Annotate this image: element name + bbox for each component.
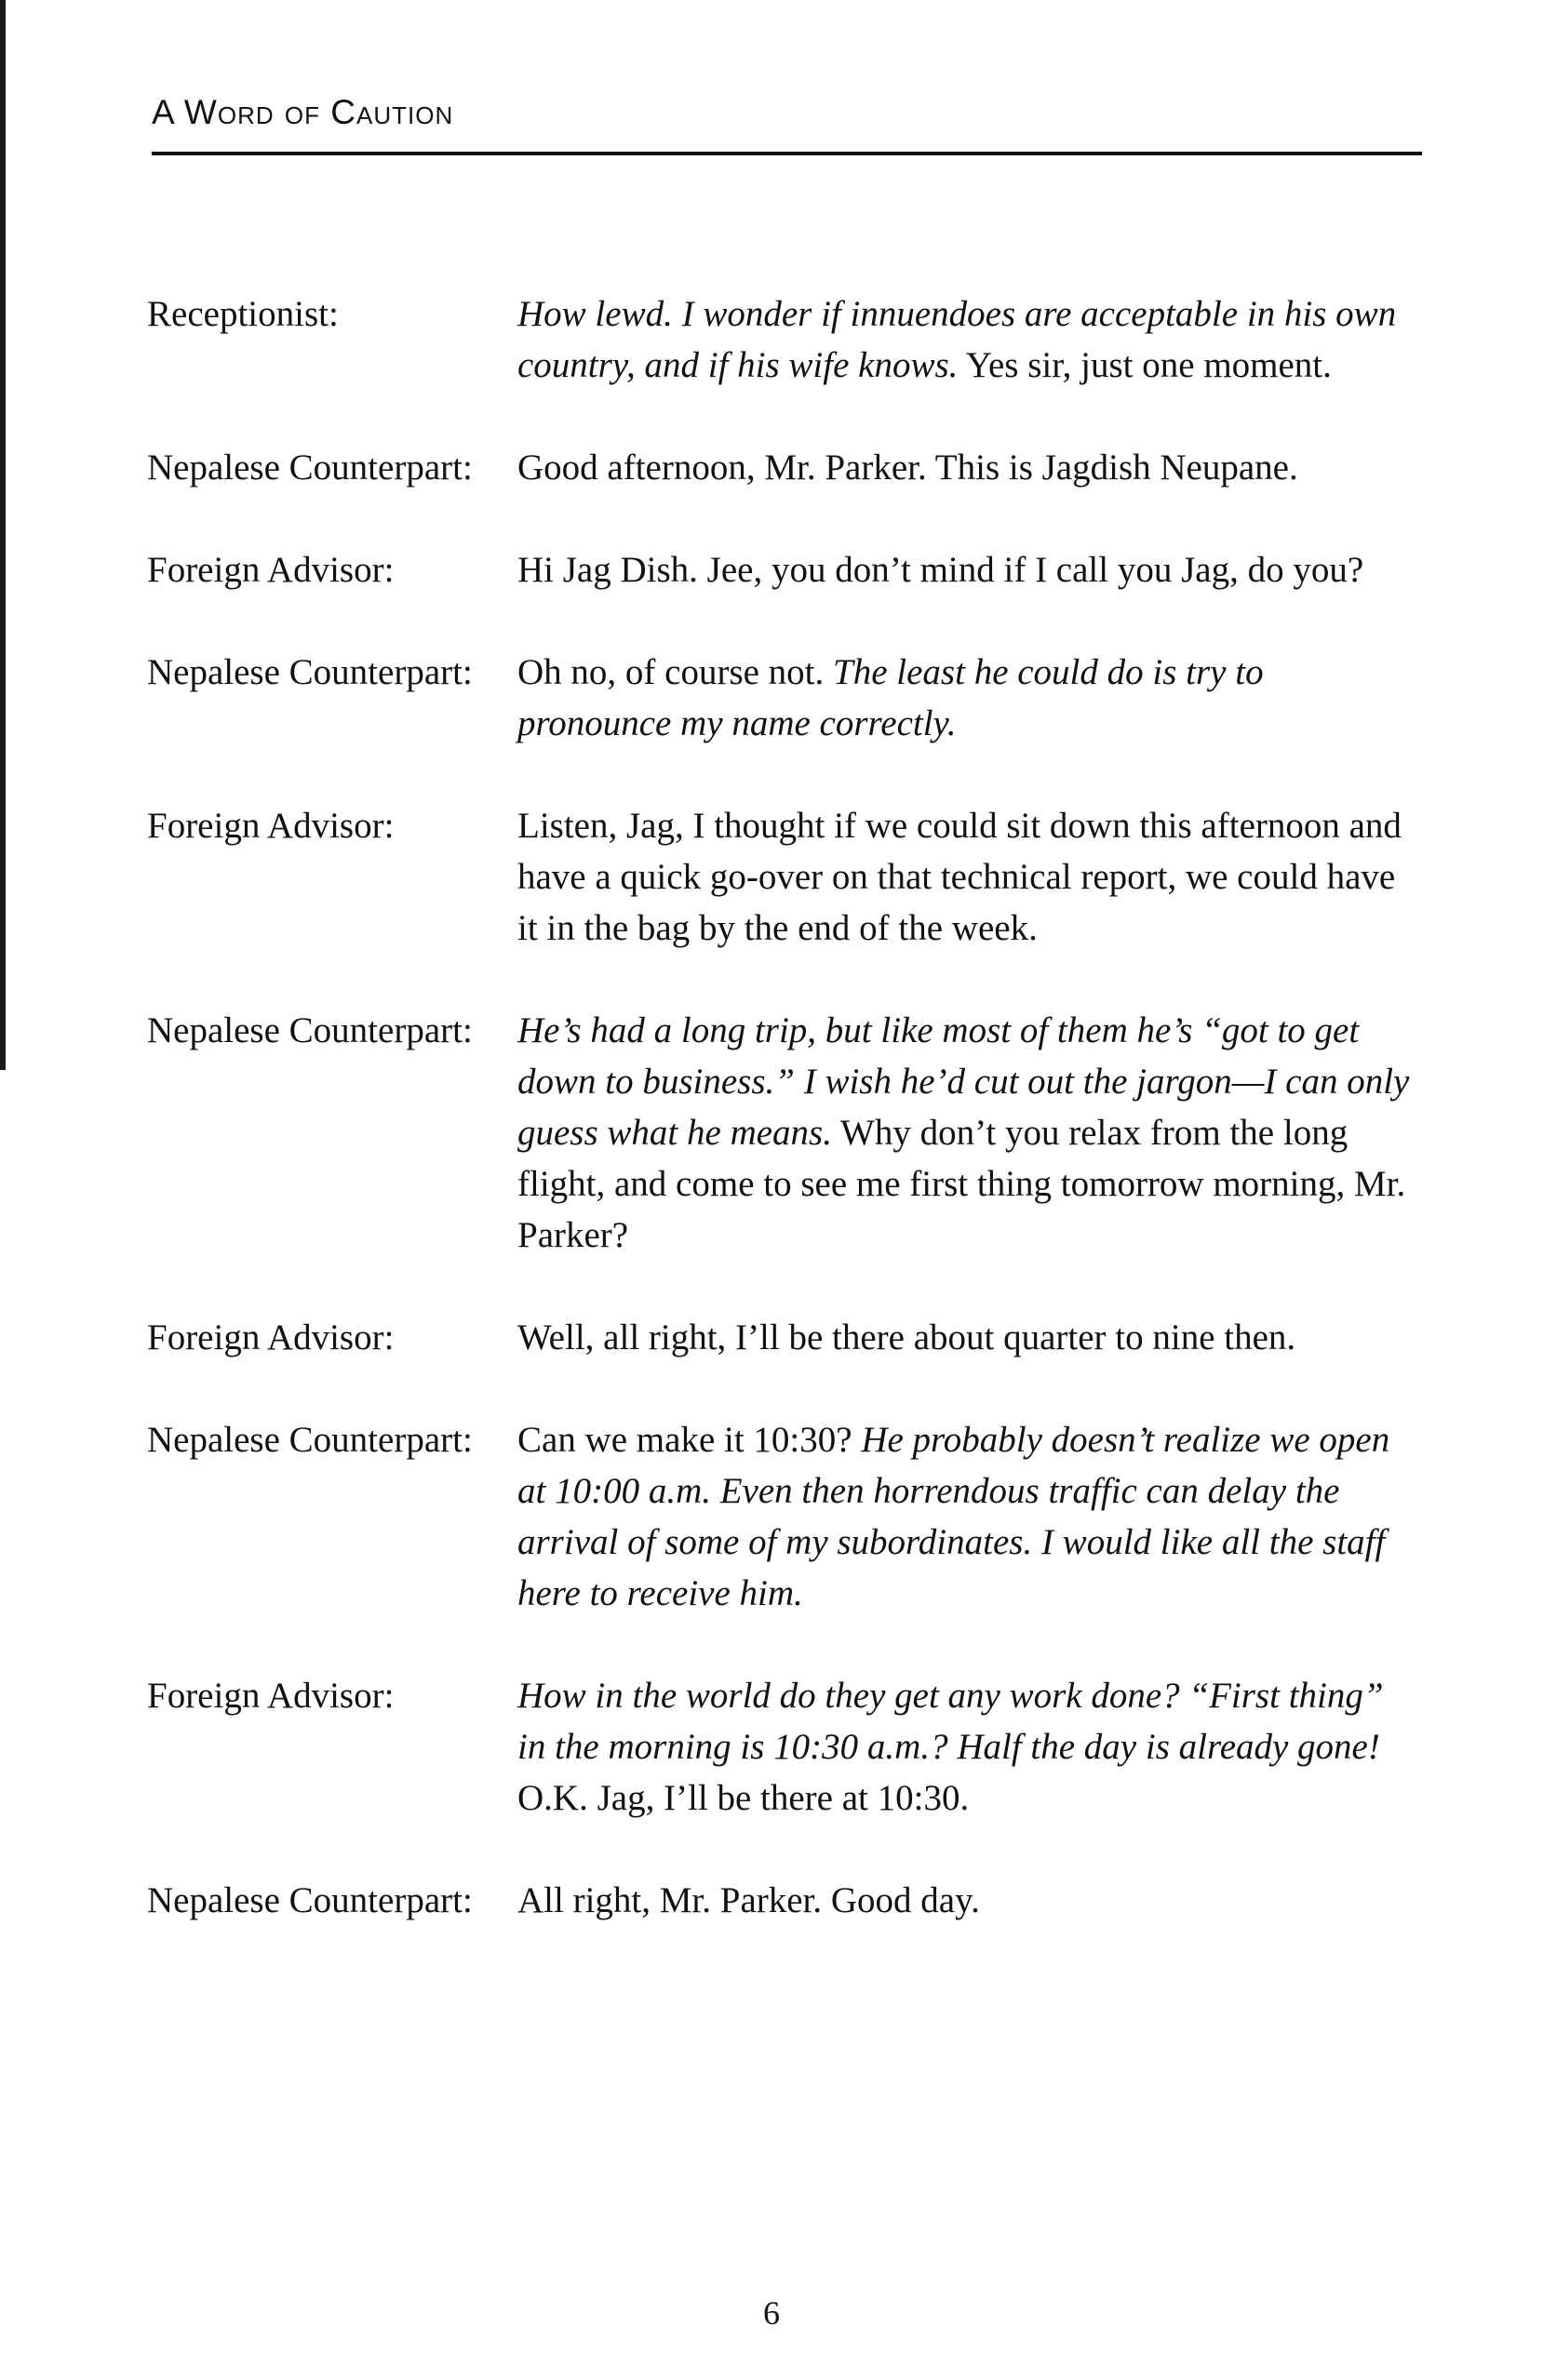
italic-thought-segment: He probably doesn’t realize we open at 10:00 a.m. Even then horrendous traffic can delay the arrival of some of my subordinates. I would like all the staff here to receive him. (517, 1420, 1390, 1613)
page-number: 6 (763, 2294, 780, 2332)
speech-text (517, 1312, 1411, 1363)
speech-text (517, 1005, 1411, 1261)
speech-text (517, 1670, 1411, 1824)
speaker-label: Foreign Advisor: (147, 550, 395, 590)
speech-text (517, 544, 1411, 595)
spoken-segment: Oh no, of course not. (517, 652, 834, 692)
speaker-label: Receptionist: (147, 294, 339, 334)
dialogue-turn (147, 288, 1431, 391)
dialogue-turn (147, 1670, 1431, 1824)
speaker-label: Foreign Advisor: (147, 1676, 395, 1716)
speech-text (517, 288, 1411, 391)
dialogue-turn (147, 1875, 1431, 1926)
dialogue-turn (147, 442, 1431, 493)
italic-thought-segment: He’s had a long trip, but like most of them he’s “got to get down to business.” I wish he’d cut out the jargon—I can only guess what he means. (517, 1010, 1410, 1153)
italic-thought-segment: The least he could do is try to pronounce my name correctly. (517, 652, 1264, 743)
spoken-segment: Well, all right, I’ll be there about quarter to nine then. (517, 1317, 1296, 1357)
speaker-label: Nepalese Counterpart: (147, 652, 473, 692)
speaker-label: Nepalese Counterpart: (147, 1880, 473, 1920)
speaker-label: Foreign Advisor: (147, 1317, 395, 1357)
dialogue-turn (147, 1312, 1431, 1363)
spoken-segment: Listen, Jag, I thought if we could sit down this afternoon and have a quick go-over on that technical report, we could have it in the bag by the end of the week. (517, 806, 1402, 948)
speech-text (517, 1875, 1411, 1926)
running-head: A Word of Caution (152, 93, 454, 131)
speech-text (517, 1414, 1411, 1619)
speaker-label: Nepalese Counterpart: (147, 1420, 473, 1460)
speaker-label: Nepalese Counterpart: (147, 1010, 473, 1050)
spoken-segment: O.K. Jag, I’ll be there at 10:30. (517, 1778, 970, 1818)
speech-text (517, 647, 1411, 749)
spoken-segment: All right, Mr. Parker. Good day. (517, 1880, 980, 1920)
speaker-label: Foreign Advisor: (147, 806, 395, 846)
speaker-label: Nepalese Counterpart: (147, 448, 473, 488)
spoken-segment: Good afternoon, Mr. Parker. This is Jagdish Neupane. (517, 448, 1298, 488)
spoken-segment: Why don’t you relax from the long flight, and come to see me first thing tomorrow morning, Mr. Parker? (517, 1113, 1406, 1255)
scan-edge (0, 0, 6, 1070)
spoken-segment: Hi Jag Dish. Jee, you don’t mind if I call you Jag, do you? (517, 550, 1364, 590)
header-rule (152, 152, 1422, 155)
dialogue-turn (147, 1005, 1431, 1261)
speech-text (517, 442, 1411, 493)
speech-text (517, 800, 1411, 954)
italic-thought-segment: How in the world do they get any work done? “First thing” in the morning is 10:30 a.m.? Half the day is already gone! (517, 1676, 1384, 1767)
spoken-segment: Can we make it 10:30? (517, 1420, 862, 1460)
spoken-segment: Yes sir, just one moment. (958, 345, 1332, 385)
dialogue-turn (147, 544, 1431, 595)
italic-thought-segment: How lewd. I wonder if innuendoes are acceptable in his own country, and if his wife knows. (517, 294, 1397, 385)
dialogue-turn (147, 800, 1431, 954)
dialogue-turn (147, 1414, 1431, 1619)
dialogue (147, 288, 1431, 1977)
dialogue-turn (147, 647, 1431, 749)
